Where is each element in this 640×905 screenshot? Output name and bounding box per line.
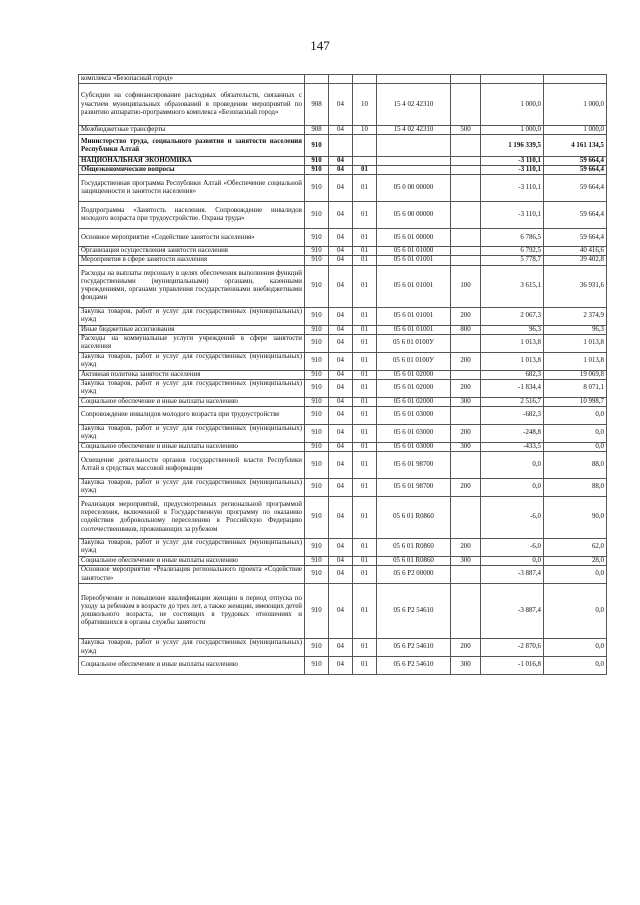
expense-type-cell: 200 [451, 478, 481, 496]
target-article-cell: 05 6 01 01001 [377, 307, 451, 325]
amount-total-cell: 19 069,8 [544, 370, 607, 379]
table-row [79, 370, 607, 379]
amount-total-cell: 59 664,4 [544, 166, 607, 175]
amount-change-cell: 2 067,3 [481, 307, 544, 325]
amount-total-cell: 40 416,6 [544, 247, 607, 256]
row-name-cell: Активная политика занятости населения [79, 370, 305, 379]
section-code-cell: 04 [329, 202, 353, 229]
subsection-code-cell [353, 157, 377, 166]
table-row [79, 135, 607, 157]
amount-change-cell: -6,0 [481, 496, 544, 538]
subsection-code-cell: 01 [353, 256, 377, 265]
expense-type-cell: 300 [451, 657, 481, 675]
expense-type-cell [451, 84, 481, 126]
subsection-code-cell [353, 135, 377, 157]
table-row [79, 406, 607, 424]
subsection-code-cell: 01 [353, 307, 377, 325]
admin-code-cell: 910 [305, 538, 329, 556]
table-row [79, 175, 607, 202]
expense-type-cell [451, 451, 481, 478]
admin-code-cell: 910 [305, 334, 329, 352]
table-row [79, 166, 607, 175]
amount-change-cell: 5 778,7 [481, 256, 544, 265]
section-code-cell: 04 [329, 157, 353, 166]
amount-total-cell: 96,3 [544, 325, 607, 334]
table-row [79, 256, 607, 265]
amount-total-cell: 0,0 [544, 424, 607, 442]
row-name-cell: Социальное обеспечение и иные выплаты населению [79, 657, 305, 675]
expense-type-cell: 200 [451, 639, 481, 657]
subsection-code-cell: 10 [353, 84, 377, 126]
amount-total-cell: 10 998,7 [544, 397, 607, 406]
section-code-cell [329, 135, 353, 157]
table-row [79, 202, 607, 229]
page-number: 147 [310, 38, 330, 53]
row-name-cell: Закупка товаров, работ и услуг для государственных (муниципальных) нужд [79, 307, 305, 325]
row-name-cell: Организация осуществления занятости населения [79, 247, 305, 256]
expense-type-cell [451, 166, 481, 175]
row-name-cell: Подпрограмма «Занятость населения. Сопровождение инвалидов молодого возраста при трудоустройстве. Охрана труда» [79, 202, 305, 229]
amount-total-cell: 1 013,8 [544, 352, 607, 370]
amount-total-cell: 59 664,4 [544, 157, 607, 166]
subsection-code-cell: 01 [353, 352, 377, 370]
row-name-cell: комплекса «Безопасный город» [79, 75, 305, 84]
expense-type-cell [451, 247, 481, 256]
table-row [79, 352, 607, 370]
table-row [79, 566, 607, 584]
row-name-cell: Закупка товаров, работ и услуг для государственных (муниципальных) нужд [79, 478, 305, 496]
admin-code-cell: 910 [305, 229, 329, 247]
amount-change-cell: 1 000,0 [481, 84, 544, 126]
target-article-cell: 05 6 01 03000 [377, 406, 451, 424]
row-name-cell: Закупка товаров, работ и услуг для государственных (муниципальных) нужд [79, 379, 305, 397]
target-article-cell: 05 6 P2 54610 [377, 639, 451, 657]
expense-type-cell: 200 [451, 307, 481, 325]
admin-code-cell: 910 [305, 556, 329, 565]
target-article-cell: 15 4 02 42310 [377, 126, 451, 135]
admin-code-cell: 910 [305, 424, 329, 442]
amount-total-cell: 62,0 [544, 538, 607, 556]
amount-change-cell: 96,3 [481, 325, 544, 334]
amount-total-cell: 36 931,6 [544, 265, 607, 307]
amount-total-cell: 0,0 [544, 639, 607, 657]
section-code-cell: 04 [329, 657, 353, 675]
amount-change-cell: 1 000,0 [481, 126, 544, 135]
expense-type-cell: 300 [451, 442, 481, 451]
amount-change-cell [481, 75, 544, 84]
table-row [79, 126, 607, 135]
admin-code-cell: 910 [305, 307, 329, 325]
amount-total-cell: 39 402,8 [544, 256, 607, 265]
target-article-cell [377, 75, 451, 84]
target-article-cell [377, 157, 451, 166]
amount-total-cell: 59 664,4 [544, 202, 607, 229]
amount-total-cell: 0,0 [544, 657, 607, 675]
target-article-cell [377, 166, 451, 175]
expense-type-cell [451, 75, 481, 84]
section-code-cell: 04 [329, 247, 353, 256]
admin-code-cell: 910 [305, 397, 329, 406]
row-name-cell: Иные бюджетные ассигнования [79, 325, 305, 334]
section-code-cell: 04 [329, 424, 353, 442]
amount-change-cell: 0,0 [481, 478, 544, 496]
section-code-cell: 04 [329, 584, 353, 639]
amount-total-cell: 1 000,0 [544, 84, 607, 126]
section-code-cell: 04 [329, 175, 353, 202]
target-article-cell: 05 6 01 98700 [377, 478, 451, 496]
section-code-cell: 04 [329, 126, 353, 135]
target-article-cell: 05 6 01 03000 [377, 442, 451, 451]
table-row [79, 538, 607, 556]
section-code-cell: 04 [329, 307, 353, 325]
subsection-code-cell: 01 [353, 379, 377, 397]
target-article-cell: 05 0 00 00000 [377, 175, 451, 202]
target-article-cell: 05 6 01 01001 [377, 265, 451, 307]
target-article-cell: 05 6 01 01001 [377, 325, 451, 334]
amount-change-cell: 1 196 339,5 [481, 135, 544, 157]
table-row [79, 84, 607, 126]
section-code-cell: 04 [329, 397, 353, 406]
table-row [79, 556, 607, 565]
target-article-cell: 05 6 01 02000 [377, 379, 451, 397]
section-code-cell: 04 [329, 442, 353, 451]
admin-code-cell [305, 75, 329, 84]
admin-code-cell: 910 [305, 247, 329, 256]
amount-total-cell: 2 374,9 [544, 307, 607, 325]
row-name-cell: Социальное обеспечение и иные выплаты населению [79, 397, 305, 406]
table-row [79, 334, 607, 352]
row-name-cell: Закупка товаров, работ и услуг для государственных (муниципальных) нужд [79, 424, 305, 442]
row-name-cell: Мероприятия в сфере занятости населения [79, 256, 305, 265]
admin-code-cell: 910 [305, 496, 329, 538]
expense-type-cell: 800 [451, 325, 481, 334]
amount-change-cell: 0,0 [481, 556, 544, 565]
amount-change-cell: -1 016,8 [481, 657, 544, 675]
subsection-code-cell: 01 [353, 406, 377, 424]
table-row [79, 325, 607, 334]
amount-change-cell: 1 013,8 [481, 352, 544, 370]
expense-type-cell [451, 566, 481, 584]
subsection-code-cell: 01 [353, 229, 377, 247]
admin-code-cell: 910 [305, 451, 329, 478]
section-code-cell: 04 [329, 229, 353, 247]
table-row [79, 75, 607, 84]
amount-change-cell: -2 870,6 [481, 639, 544, 657]
target-article-cell: 05 6 01 R0860 [377, 496, 451, 538]
table-row [79, 379, 607, 397]
row-name-cell: Реализация мероприятий, предусмотренных региональной программой переселения, включенной в Государственную программу по оказанию содействия добровольному переселению в Российскую Федерацию соотечественников, проживающих за рубежом [79, 496, 305, 538]
admin-code-cell: 910 [305, 325, 329, 334]
amount-total-cell: 0,0 [544, 406, 607, 424]
target-article-cell: 05 6 01 0100У [377, 352, 451, 370]
expense-type-cell [451, 256, 481, 265]
subsection-code-cell: 01 [353, 334, 377, 352]
table-row [79, 657, 607, 675]
expense-type-cell [451, 229, 481, 247]
admin-code-cell: 910 [305, 442, 329, 451]
amount-total-cell: 8 071,1 [544, 379, 607, 397]
amount-total-cell [544, 75, 607, 84]
row-name-cell: Субсидии на софинансирование расходных обязательств, связанных с участием муниципальных образований в проведении мероприятий по развитию аппаратно-программного комплекса «Безопасный город» [79, 84, 305, 126]
row-name-cell: Расходы на коммунальные услуги учреждений в сфере занятости населения [79, 334, 305, 352]
target-article-cell: 05 6 01 R0860 [377, 556, 451, 565]
table-row [79, 247, 607, 256]
amount-total-cell: 59 664,4 [544, 229, 607, 247]
section-code-cell: 04 [329, 166, 353, 175]
target-article-cell [377, 135, 451, 157]
amount-total-cell: 59 664,4 [544, 175, 607, 202]
amount-change-cell: -682,3 [481, 406, 544, 424]
subsection-code-cell: 01 [353, 451, 377, 478]
admin-code-cell: 910 [305, 175, 329, 202]
subsection-code-cell: 01 [353, 566, 377, 584]
row-name-cell: Межбюджетные трансферты [79, 126, 305, 135]
row-name-cell: Общеэкономические вопросы [79, 166, 305, 175]
amount-total-cell: 0,0 [544, 442, 607, 451]
amount-change-cell: -1 834,4 [481, 379, 544, 397]
amount-total-cell: 88,0 [544, 478, 607, 496]
section-code-cell: 04 [329, 379, 353, 397]
amount-total-cell: 1 000,0 [544, 126, 607, 135]
admin-code-cell: 908 [305, 126, 329, 135]
admin-code-cell: 910 [305, 566, 329, 584]
target-article-cell: 05 6 00 00000 [377, 202, 451, 229]
amount-change-cell: -3 887,4 [481, 566, 544, 584]
target-article-cell: 05 6 P2 54610 [377, 584, 451, 639]
section-code-cell: 04 [329, 370, 353, 379]
table-row [79, 442, 607, 451]
subsection-code-cell: 01 [353, 265, 377, 307]
admin-code-cell: 910 [305, 166, 329, 175]
subsection-code-cell: 01 [353, 166, 377, 175]
row-name-cell: Закупка товаров, работ и услуг для государственных (муниципальных) нужд [79, 639, 305, 657]
row-name-cell: Освещение деятельности органов государственной власти Республики Алтай в средствах массовой информации [79, 451, 305, 478]
admin-code-cell: 910 [305, 202, 329, 229]
target-article-cell: 05 6 01 02000 [377, 397, 451, 406]
expense-type-cell [451, 584, 481, 639]
admin-code-cell: 910 [305, 265, 329, 307]
admin-code-cell: 910 [305, 406, 329, 424]
amount-change-cell: -3 110,1 [481, 175, 544, 202]
subsection-code-cell: 01 [353, 478, 377, 496]
subsection-code-cell: 10 [353, 126, 377, 135]
amount-change-cell: 0,0 [481, 451, 544, 478]
row-name-cell: Государственная программа Республики Алтай «Обеспечение социальной защищенности и занятости населения» [79, 175, 305, 202]
expense-type-cell [451, 157, 481, 166]
amount-total-cell: 28,0 [544, 556, 607, 565]
subsection-code-cell [353, 75, 377, 84]
subsection-code-cell: 01 [353, 202, 377, 229]
admin-code-cell: 910 [305, 256, 329, 265]
target-article-cell: 05 6 P2 54610 [377, 657, 451, 675]
admin-code-cell: 910 [305, 657, 329, 675]
section-code-cell: 04 [329, 256, 353, 265]
expense-type-cell: 200 [451, 538, 481, 556]
row-name-cell: НАЦИОНАЛЬНАЯ ЭКОНОМИКА [79, 157, 305, 166]
subsection-code-cell: 01 [353, 538, 377, 556]
expense-type-cell [451, 370, 481, 379]
subsection-code-cell: 01 [353, 657, 377, 675]
table-row [79, 307, 607, 325]
target-article-cell: 05 6 01 98700 [377, 451, 451, 478]
row-name-cell: Переобучение и повышение квалификации женщин в период отпуска по уходу за ребенком в возрасте до трех лет, а также женщин, имеющих детей дошкольного возраста, не состоящих в трудовых отношениях и обратившихся в органы службы занятости [79, 584, 305, 639]
amount-change-cell: 3 615,1 [481, 265, 544, 307]
target-article-cell: 05 6 01 00000 [377, 229, 451, 247]
section-code-cell: 04 [329, 566, 353, 584]
amount-change-cell: 1 013,8 [481, 334, 544, 352]
amount-change-cell: -3 887,4 [481, 584, 544, 639]
section-code-cell: 04 [329, 325, 353, 334]
expense-type-cell: 200 [451, 424, 481, 442]
budget-table [78, 74, 607, 675]
amount-change-cell: -3 110,1 [481, 157, 544, 166]
table-row [79, 229, 607, 247]
subsection-code-cell: 01 [353, 496, 377, 538]
table-row [79, 397, 607, 406]
subsection-code-cell: 01 [353, 397, 377, 406]
expense-type-cell: 100 [451, 265, 481, 307]
amount-change-cell: -3 110,1 [481, 202, 544, 229]
admin-code-cell: 908 [305, 84, 329, 126]
amount-change-cell: 6 792,5 [481, 247, 544, 256]
expense-type-cell: 200 [451, 379, 481, 397]
amount-change-cell: 6 786,5 [481, 229, 544, 247]
row-name-cell: Министерство труда, социального развития и занятости населения Республики Алтай [79, 135, 305, 157]
subsection-code-cell: 01 [353, 584, 377, 639]
admin-code-cell: 910 [305, 379, 329, 397]
row-name-cell: Социальное обеспечение и иные выплаты населению [79, 442, 305, 451]
row-name-cell: Основное мероприятие «Содействие занятости населения» [79, 229, 305, 247]
amount-change-cell: -433,5 [481, 442, 544, 451]
amount-change-cell: 682,3 [481, 370, 544, 379]
target-article-cell: 15 4 02 42310 [377, 84, 451, 126]
table-row [79, 424, 607, 442]
amount-change-cell: 2 516,7 [481, 397, 544, 406]
subsection-code-cell: 01 [353, 325, 377, 334]
section-code-cell: 04 [329, 478, 353, 496]
table-row [79, 451, 607, 478]
expense-type-cell: 300 [451, 556, 481, 565]
section-code-cell: 04 [329, 556, 353, 565]
table-row [79, 639, 607, 657]
target-article-cell: 05 6 01 02000 [377, 370, 451, 379]
amount-change-cell: -3 110,1 [481, 166, 544, 175]
table-row [79, 157, 607, 166]
row-name-cell: Закупка товаров, работ и услуг для государственных (муниципальных) нужд [79, 538, 305, 556]
amount-total-cell: 1 013,8 [544, 334, 607, 352]
target-article-cell: 05 6 P2 00000 [377, 566, 451, 584]
table-row [79, 265, 607, 307]
expense-type-cell: 500 [451, 126, 481, 135]
subsection-code-cell: 01 [353, 639, 377, 657]
section-code-cell: 04 [329, 451, 353, 478]
target-article-cell: 05 6 01 R0860 [377, 538, 451, 556]
amount-change-cell: -248,8 [481, 424, 544, 442]
section-code-cell: 04 [329, 265, 353, 307]
target-article-cell: 05 6 01 03000 [377, 424, 451, 442]
target-article-cell: 05 6 01 0100У [377, 334, 451, 352]
table-row [79, 478, 607, 496]
expense-type-cell [451, 496, 481, 538]
row-name-cell: Социальное обеспечение и иные выплаты населению [79, 556, 305, 565]
section-code-cell: 04 [329, 496, 353, 538]
row-name-cell: Основное мероприятие «Реализация регионального проекта «Содействие занятости» [79, 566, 305, 584]
amount-total-cell: 0,0 [544, 584, 607, 639]
expense-type-cell [451, 334, 481, 352]
subsection-code-cell: 01 [353, 370, 377, 379]
admin-code-cell: 910 [305, 157, 329, 166]
table-row [79, 584, 607, 639]
target-article-cell: 05 6 01 01001 [377, 256, 451, 265]
expense-type-cell: 200 [451, 352, 481, 370]
target-article-cell: 05 6 01 01000 [377, 247, 451, 256]
subsection-code-cell: 01 [353, 556, 377, 565]
subsection-code-cell: 01 [353, 424, 377, 442]
admin-code-cell: 910 [305, 370, 329, 379]
expense-type-cell [451, 135, 481, 157]
subsection-code-cell: 01 [353, 175, 377, 202]
row-name-cell: Закупка товаров, работ и услуг для государственных (муниципальных) нужд [79, 352, 305, 370]
amount-change-cell: -6,0 [481, 538, 544, 556]
section-code-cell: 04 [329, 84, 353, 126]
expense-type-cell [451, 202, 481, 229]
admin-code-cell: 910 [305, 135, 329, 157]
admin-code-cell: 910 [305, 584, 329, 639]
subsection-code-cell: 01 [353, 442, 377, 451]
admin-code-cell: 910 [305, 352, 329, 370]
section-code-cell [329, 75, 353, 84]
section-code-cell: 04 [329, 352, 353, 370]
row-name-cell: Сопровождение инвалидов молодого возраста при трудоустройстве [79, 406, 305, 424]
amount-total-cell: 90,0 [544, 496, 607, 538]
amount-total-cell: 4 161 134,5 [544, 135, 607, 157]
row-name-cell: Расходы на выплаты персоналу в целях обеспечения выполнения функций государственными (муниципальными) органами, казенными учреждениями, органами управления государственными внебюджетными фондами [79, 265, 305, 307]
section-code-cell: 04 [329, 334, 353, 352]
expense-type-cell [451, 175, 481, 202]
section-code-cell: 04 [329, 639, 353, 657]
section-code-cell: 04 [329, 538, 353, 556]
amount-total-cell: 0,0 [544, 566, 607, 584]
table-row [79, 496, 607, 538]
expense-type-cell: 300 [451, 397, 481, 406]
subsection-code-cell: 01 [353, 247, 377, 256]
admin-code-cell: 910 [305, 478, 329, 496]
expense-type-cell [451, 406, 481, 424]
admin-code-cell: 910 [305, 639, 329, 657]
amount-total-cell: 88,0 [544, 451, 607, 478]
section-code-cell: 04 [329, 406, 353, 424]
